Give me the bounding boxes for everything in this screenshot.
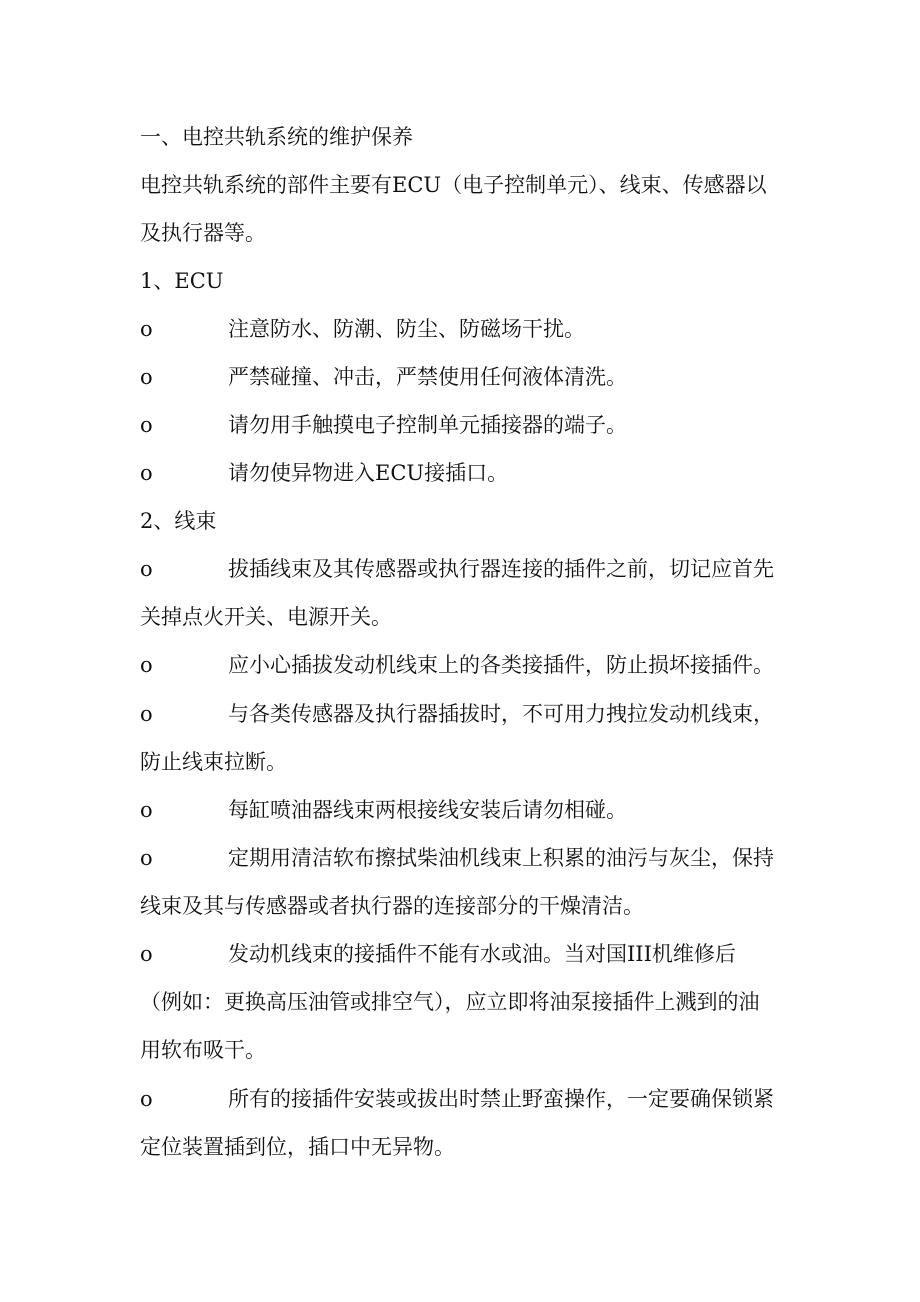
harness-item-5-line-1: 定期用清洁软布擦拭柴油机线束上积累的油污与灰尘，保持 <box>228 846 774 870</box>
subsection-title-ecu: 1、ECU <box>140 269 224 293</box>
bullet-marker: o <box>140 365 153 389</box>
section-heading: 一、电控共轨系统的维护保养 <box>140 125 413 149</box>
harness-item-7-line-1: 所有的接插件安装或拔出时禁止野蛮操作，一定要确保锁紧 <box>228 1087 774 1111</box>
bullet-marker: o <box>140 317 153 341</box>
harness-item-6-line-2: （例如：更换高压油管或排空气），应立即将油泵接插件上溅到的油 <box>140 990 760 1014</box>
harness-item-6-line-1: 发动机线束的接插件不能有水或油。当对国III机维修后 <box>228 942 736 966</box>
harness-item-3-line-2: 防止线束拉断。 <box>140 750 287 774</box>
bullet-marker: o <box>140 846 153 870</box>
bullet-marker: o <box>140 798 153 822</box>
harness-item-3-line-1: 与各类传感器及执行器插拔时，不可用力拽拉发动机线束， <box>228 702 774 726</box>
harness-item-4: 每缸喷油器线束两根接线安装后请勿相碰。 <box>228 798 627 822</box>
intro-line-2: 及执行器等。 <box>140 221 266 245</box>
intro-line-1: 电控共轨系统的部件主要有ECU（电子控制单元）、线束、传感器以 <box>140 173 767 197</box>
ecu-item-3: 请勿用手触摸电子控制单元插接器的端子。 <box>228 413 627 437</box>
ecu-item-4: 请勿使异物进入ECU接插口。 <box>228 461 509 485</box>
harness-item-5-line-2: 线束及其与传感器或者执行器的连接部分的干燥清洁。 <box>140 894 644 918</box>
bullet-marker: o <box>140 557 153 581</box>
ecu-item-1: 注意防水、防潮、防尘、防磁场干扰。 <box>228 317 585 341</box>
ecu-item-2: 严禁碰撞、冲击，严禁使用任何液体清洗。 <box>228 365 627 389</box>
harness-item-2: 应小心插拔发动机线束上的各类接插件，防止损坏接插件。 <box>228 653 774 677</box>
bullet-marker: o <box>140 942 153 966</box>
bullet-marker: o <box>140 413 153 437</box>
harness-item-1-line-1: 拔插线束及其传感器或执行器连接的插件之前，切记应首先 <box>228 557 774 581</box>
bullet-marker: o <box>140 461 153 485</box>
harness-item-7-line-2: 定位装置插到位，插口中无异物。 <box>140 1135 455 1159</box>
bullet-marker: o <box>140 702 153 726</box>
subsection-title-harness: 2、线束 <box>140 509 217 533</box>
harness-item-1-line-2: 关掉点火开关、电源开关。 <box>140 605 392 629</box>
bullet-marker: o <box>140 1087 153 1111</box>
harness-item-6-line-3: 用软布吸干。 <box>140 1038 266 1062</box>
bullet-marker: o <box>140 653 153 677</box>
